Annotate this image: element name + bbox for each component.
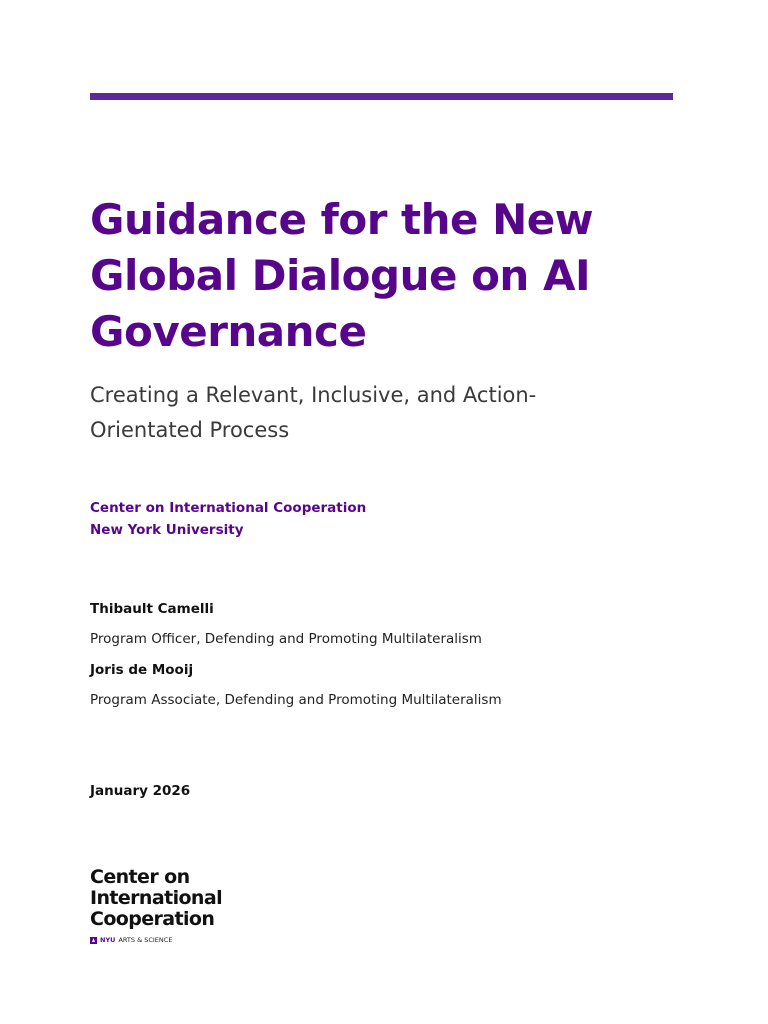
university-name: New York University [90,522,244,538]
organization-block [90,497,366,541]
author-role-1: Program Officer, Defending and Promoting Multilateralism [90,631,482,647]
title-line-1: Guidance for the New [90,195,594,244]
publication-date: January 2026 [90,783,191,799]
author-role-2: Program Associate, Defending and Promoting Multilateralism [90,692,502,708]
school-label: ARTS & SCIENCE [118,936,173,944]
nyu-arts-science-mark [90,936,290,944]
document-title [90,192,690,360]
subtitle-line-1: Creating a Relevant, Inclusive, and Action- [90,383,537,407]
logo-line-2: International [90,887,222,909]
author-name-2: Joris de Mooij [90,662,194,678]
author-name-1: Thibault Camelli [90,601,214,617]
title-line-2: Global Dialogue on AI [90,251,591,300]
organization-name: Center on International Cooperation [90,500,367,516]
top-accent-rule [90,93,673,100]
logo-line-1: Center on [90,866,190,888]
document-subtitle [90,378,650,448]
nyu-label: NYU [100,936,116,944]
subtitle-line-2: Orientated Process [90,418,290,442]
nyu-torch-icon [90,937,97,944]
logo-wordmark [90,867,290,930]
cic-logo [90,867,290,944]
title-line-3: Governance [90,307,367,356]
logo-line-3: Cooperation [90,908,215,930]
